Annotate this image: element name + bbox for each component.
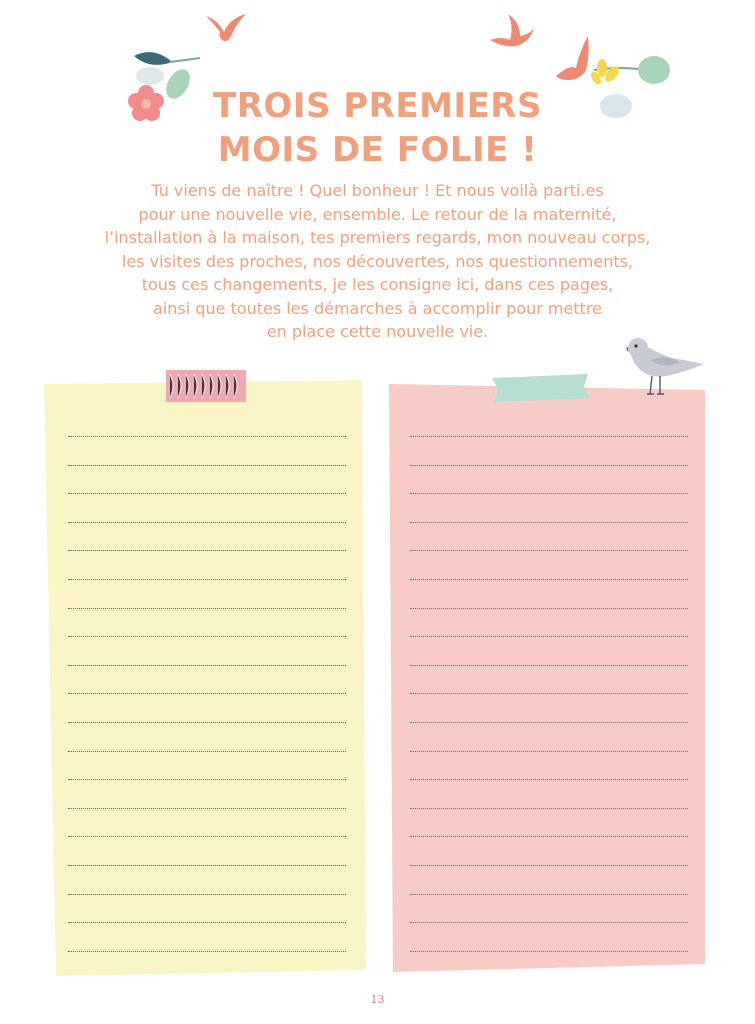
writing-line[interactable] <box>68 693 346 694</box>
writing-line[interactable] <box>68 865 346 866</box>
writing-line[interactable] <box>68 751 346 752</box>
writing-line[interactable] <box>68 493 346 494</box>
writing-line[interactable] <box>410 722 688 723</box>
writing-line[interactable] <box>68 579 346 580</box>
writing-line[interactable] <box>68 836 346 837</box>
writing-line[interactable] <box>410 865 688 866</box>
page-number: 13 <box>370 993 385 1006</box>
writing-line[interactable] <box>410 465 688 466</box>
writing-line[interactable] <box>410 493 688 494</box>
note-left <box>44 380 368 980</box>
writing-line[interactable] <box>68 951 346 952</box>
intro-line: l’installation à la maison, tes premiers regards, mon nouveau corps, <box>104 228 651 247</box>
writing-line[interactable] <box>68 779 346 780</box>
writing-line[interactable] <box>68 436 346 437</box>
intro-paragraph <box>60 179 695 344</box>
perched-bird-icon <box>620 330 708 402</box>
tape-icon-teal <box>488 372 592 404</box>
title-line-2: MOIS DE FOLIE ! <box>217 130 538 170</box>
bird-icon-left <box>204 10 248 46</box>
note-right <box>387 384 709 976</box>
writing-line[interactable] <box>68 465 346 466</box>
writing-line[interactable] <box>410 665 688 666</box>
writing-line[interactable] <box>410 579 688 580</box>
tape-icon-pink <box>164 368 248 404</box>
writing-line[interactable] <box>68 550 346 551</box>
writing-line[interactable] <box>68 722 346 723</box>
writing-line[interactable] <box>68 608 346 609</box>
writing-line[interactable] <box>410 836 688 837</box>
writing-line[interactable] <box>410 808 688 809</box>
intro-line: ainsi que toutes les démarches à accomplir pour mettre <box>153 298 602 318</box>
writing-line[interactable] <box>410 522 688 523</box>
writing-line[interactable] <box>410 951 688 952</box>
writing-line[interactable] <box>410 436 688 437</box>
intro-line: les visites des proches, nos découvertes, nos questionnements, <box>121 251 634 271</box>
intro-line: Tu viens de naître ! Quel bonheur ! Et nous voilà parti.es <box>151 181 604 200</box>
writing-line[interactable] <box>410 751 688 752</box>
intro-line: en place cette nouvelle vie. <box>266 322 489 341</box>
writing-line[interactable] <box>410 693 688 694</box>
writing-line[interactable] <box>68 808 346 809</box>
writing-line[interactable] <box>410 636 688 637</box>
writing-line[interactable] <box>68 522 346 523</box>
intro-line: pour une nouvelle vie, ensemble. Le retour de la maternité, <box>138 204 617 224</box>
writing-line[interactable] <box>410 550 688 551</box>
bird-icon-right <box>486 10 536 52</box>
writing-line[interactable] <box>410 779 688 780</box>
intro-line: tous ces changements, je les consigne ici, dans ces pages, <box>141 275 614 294</box>
writing-line[interactable] <box>410 608 688 609</box>
writing-line[interactable] <box>68 894 346 895</box>
writing-line[interactable] <box>68 665 346 666</box>
writing-line[interactable] <box>410 894 688 895</box>
writing-line[interactable] <box>410 922 688 923</box>
page-title <box>0 84 755 172</box>
title-line-1: TROIS PREMIERS <box>213 86 542 126</box>
writing-line[interactable] <box>68 636 346 637</box>
writing-line[interactable] <box>68 922 346 923</box>
